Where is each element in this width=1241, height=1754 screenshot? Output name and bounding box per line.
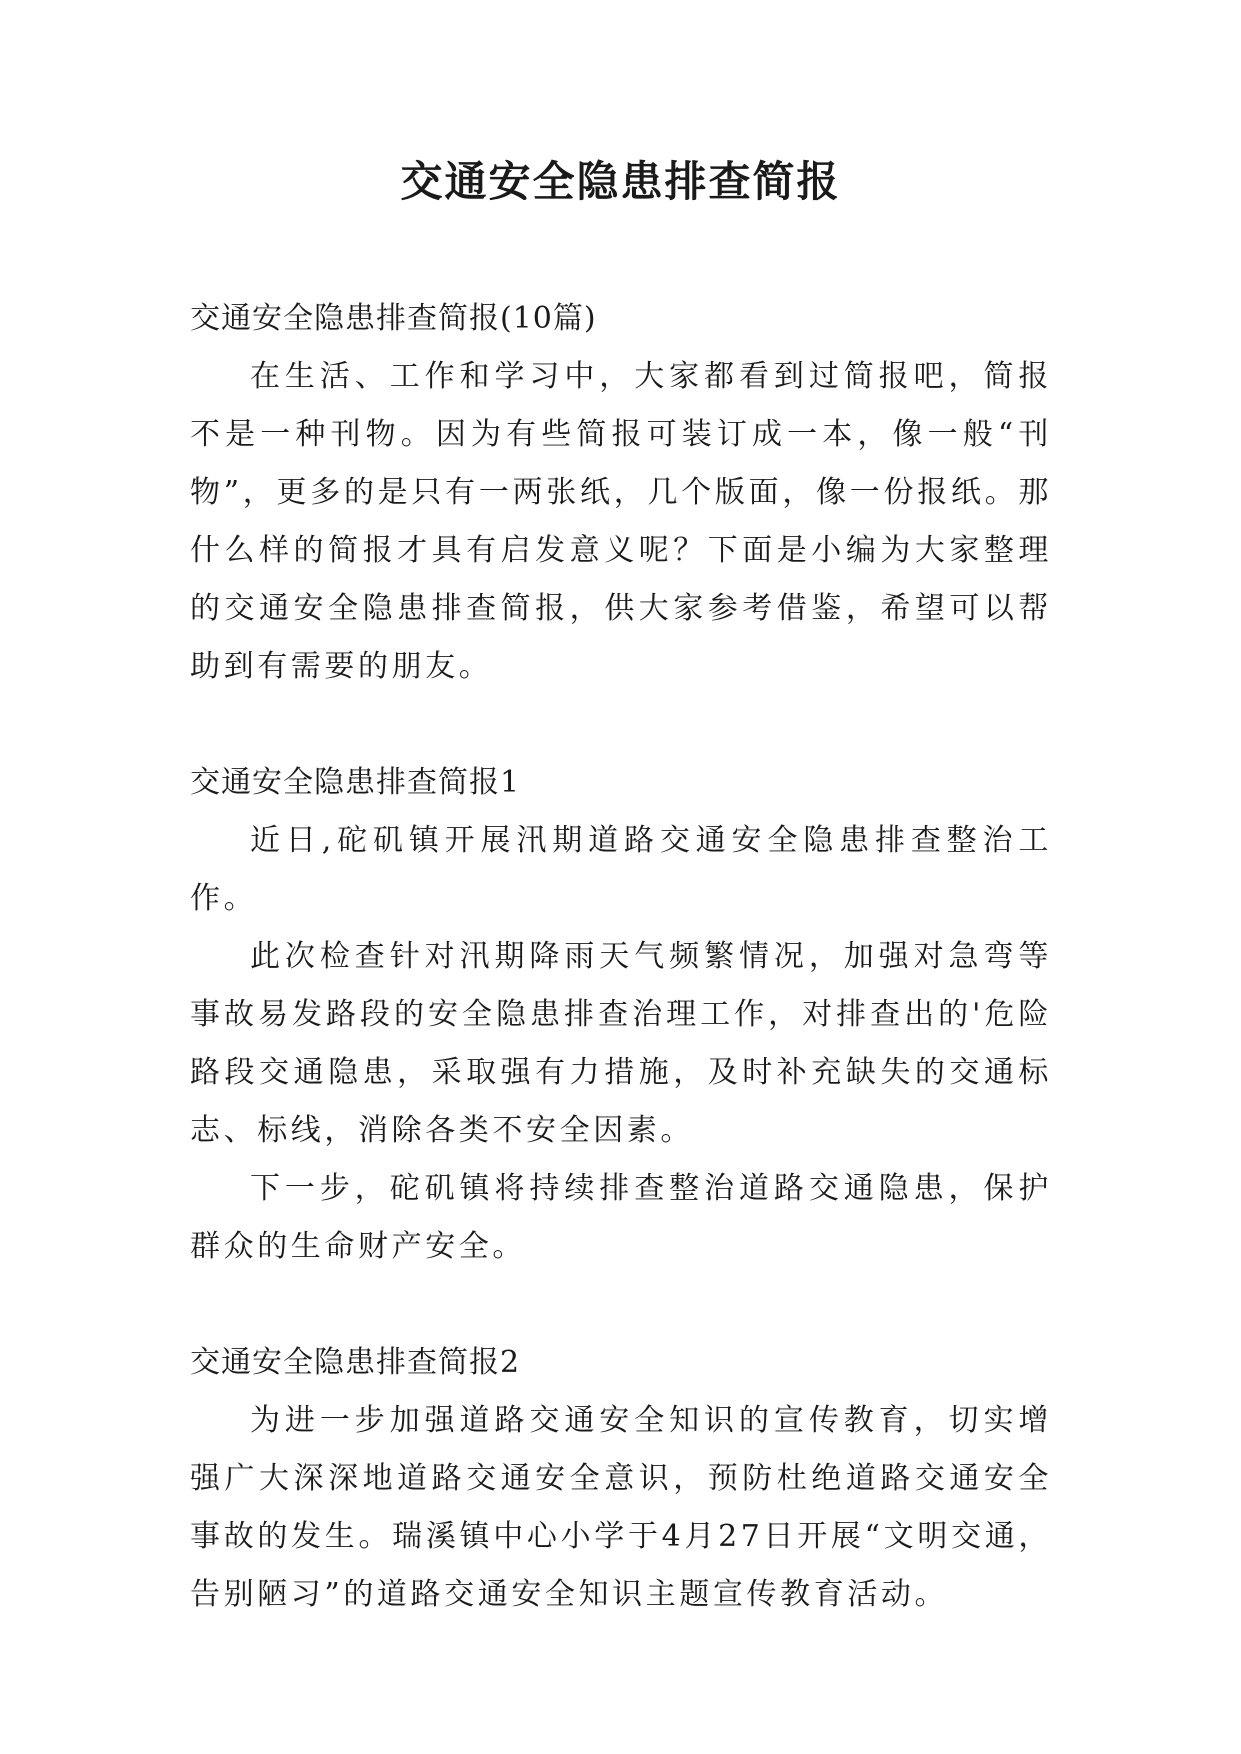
document-body: [190, 290, 1052, 1624]
section-1-paragraph-1: 近日,砣矶镇开展汛期道路交通安全隐患排查整治工作。: [190, 823, 1052, 916]
intro-heading: 交通安全隐患排查简报(10篇): [190, 301, 597, 336]
section-spacer: [190, 1276, 1052, 1334]
section-spacer: [190, 696, 1052, 754]
intro-paragraph: 在生活、工作和学习中，大家都看到过简报吧，简报不是一种刊物。因为有些简报可装订成一本，像一般“刊物”，更多的是只有一两张纸，几个版面，像一份报纸。那什么样的简报才具有启发意义呢？下面是小编为大家整理的交通安全隐患排查简报，供大家参考借鉴，希望可以帮助到有需要的朋友。: [190, 359, 1052, 684]
section-2-paragraph-1: 为进一步加强道路交通安全知识的宣传教育，切实增强广大深深地道路交通安全意识，预防杜绝道路交通安全事故的发生。瑞溪镇中心小学于4月27日开展“文明交通，告别陋习”的道路交通安全知识主题宣传教育活动。: [190, 1403, 1052, 1612]
document-title: 交通安全隐患排查简报: [400, 157, 841, 206]
section-1-paragraph-3: 下一步，砣矶镇将持续排查整治道路交通隐患，保护群众的生命财产安全。: [190, 1171, 1052, 1264]
section-2-heading: 交通安全隐患排查简报2: [190, 1345, 521, 1380]
section-1-paragraph-2: 此次检查针对汛期降雨天气频繁情况，加强对急弯等事故易发路段的安全隐患排查治理工作，对排查出的'危险路段交通隐患，采取强有力措施，及时补充缺失的交通标志、标线，消除各类不安全因素。: [190, 939, 1052, 1148]
section-1-heading: 交通安全隐患排查简报1: [190, 765, 521, 800]
